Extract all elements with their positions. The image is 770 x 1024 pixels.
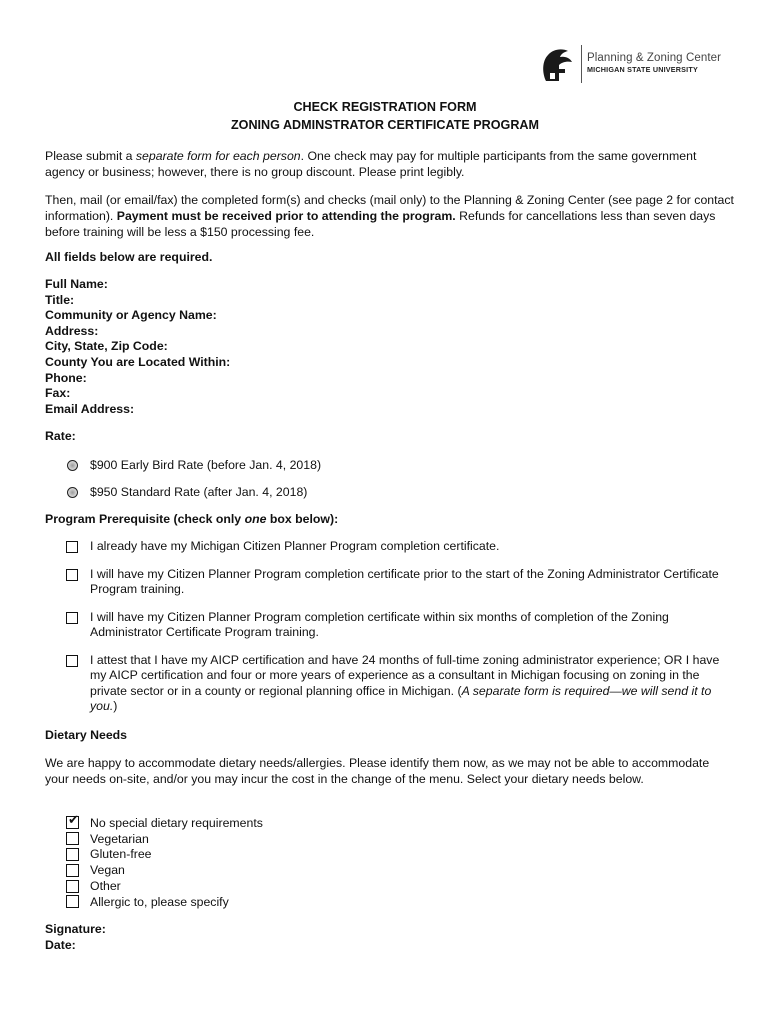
checkbox[interactable] [66, 655, 78, 667]
field-fax[interactable]: Fax: [45, 386, 71, 401]
diet-option-label: Vegan [90, 863, 125, 878]
checkbox[interactable] [66, 832, 79, 845]
diet-option-label: Allergic to, please specify [90, 894, 229, 909]
diet-option-gluten-free[interactable] [66, 847, 263, 863]
field-phone[interactable]: Phone: [45, 370, 87, 385]
prereq-option-label: I already have my Michigan Citizen Planner Program completion certificate. [90, 539, 500, 553]
signature-field[interactable]: Signature: [45, 922, 106, 936]
required-note: All fields below are required. [45, 250, 213, 264]
field-county[interactable]: County You are Located Within: [45, 354, 231, 369]
field-full-name[interactable]: Full Name: [45, 277, 108, 291]
intro-paragraph-2: Then, mail (or email/fax) the completed form(s) and checks (mail only) to the Planning & Zoning Center (see page 2 for contact information). Payment must be received prior to attending the program. Refunds for cancellations less than seven days before training will be less a $150 processing fee. [45, 193, 734, 239]
rate-label: Rate: [45, 429, 76, 443]
diet-option-vegan[interactable] [66, 862, 263, 878]
radio-button[interactable] [67, 487, 78, 498]
diet-option-label: Vegetarian [90, 831, 149, 846]
dietary-needs-heading: Dietary Needs [45, 728, 128, 742]
checkbox[interactable] [66, 864, 79, 877]
program-title: ZONING ADMINSTRATOR CERTIFICATE PROGRAM [230, 118, 540, 132]
prereq-option-4[interactable] [66, 653, 726, 715]
prereq-option-2[interactable] [66, 567, 726, 598]
field-city-state-zip[interactable]: City, State, Zip Code: [45, 339, 168, 354]
diet-option-vegetarian[interactable] [66, 831, 263, 847]
date-field[interactable]: Date: [45, 938, 76, 952]
logo-divider [581, 45, 582, 83]
diet-option-other[interactable] [66, 878, 263, 894]
logo [540, 45, 740, 87]
checkbox[interactable] [66, 569, 78, 581]
diet-option-label: Other [90, 879, 121, 894]
intro-paragraph-1: Please submit a separate form for each person. One check may pay for multiple participants from the same government agency or business; however, there is no group discount. Please print legibly. [45, 149, 697, 179]
checkbox[interactable] [66, 880, 79, 893]
org-name: Planning & Zoning Center [587, 52, 722, 64]
prereq-option-label: I will have my Citizen Planner Program completion certificate prior to the start of the Zoning Administrator Certificate Program training. [90, 567, 719, 597]
diet-option-label: No special dietary requirements [90, 815, 263, 830]
field-email[interactable]: Email Address: [45, 401, 135, 416]
prereq-option-1[interactable] [66, 539, 726, 554]
checkbox[interactable] [66, 541, 78, 553]
prereq-option-3[interactable] [66, 610, 726, 641]
checkbox[interactable] [66, 895, 79, 908]
dietary-description: We are happy to accommodate dietary needs/allergies. Please identify them now, as we may not be able to accommodate your needs on-site, and/or you may incur the cost in the change of the menu. Select your dietary needs below. [45, 756, 710, 786]
rate-option-standard[interactable] [67, 485, 307, 499]
diet-option-allergic[interactable] [66, 894, 263, 910]
checkbox-checked[interactable] [66, 813, 79, 829]
diet-option-label: Gluten-free [90, 847, 152, 862]
checkbox[interactable] [66, 848, 79, 861]
rate-option-early-bird[interactable] [67, 458, 321, 472]
university-name: MICHIGAN STATE UNIVERSITY [587, 65, 698, 74]
field-list [45, 277, 230, 417]
diet-option-none[interactable] [66, 815, 263, 831]
prereq-option-label: I attest that I have my AICP certification and have 24 months of full-time zoning administrator experience; OR I have my AICP certification and four or more years of experience as a consultant in Michigan focusing on zoning in the private sector or in a county or regional planning office in Michigan. (A separate form is required—we will send it to you.) [90, 653, 720, 714]
dietary-options [66, 815, 263, 910]
field-title[interactable]: Title: [45, 292, 75, 307]
prereq-option-label: I will have my Citizen Planner Program completion certificate within six months of completion of the Zoning Administrator Certificate Program training. [90, 610, 669, 640]
radio-button[interactable] [67, 460, 78, 471]
field-agency-name[interactable]: Community or Agency Name: [45, 308, 217, 323]
rate-option-label: $950 Standard Rate (after Jan. 4, 2018) [90, 485, 308, 499]
rate-option-label: $900 Early Bird Rate (before Jan. 4, 2018) [90, 458, 322, 472]
prereq-label: Program Prerequisite (check only one box below): [45, 512, 339, 526]
form-title: CHECK REGISTRATION FORM [293, 100, 477, 114]
field-address[interactable]: Address: [45, 323, 99, 338]
signature-block [45, 921, 106, 953]
check-icon: ✔ [68, 813, 79, 829]
checkbox[interactable] [66, 612, 78, 624]
spartan-helmet-icon [540, 45, 574, 85]
